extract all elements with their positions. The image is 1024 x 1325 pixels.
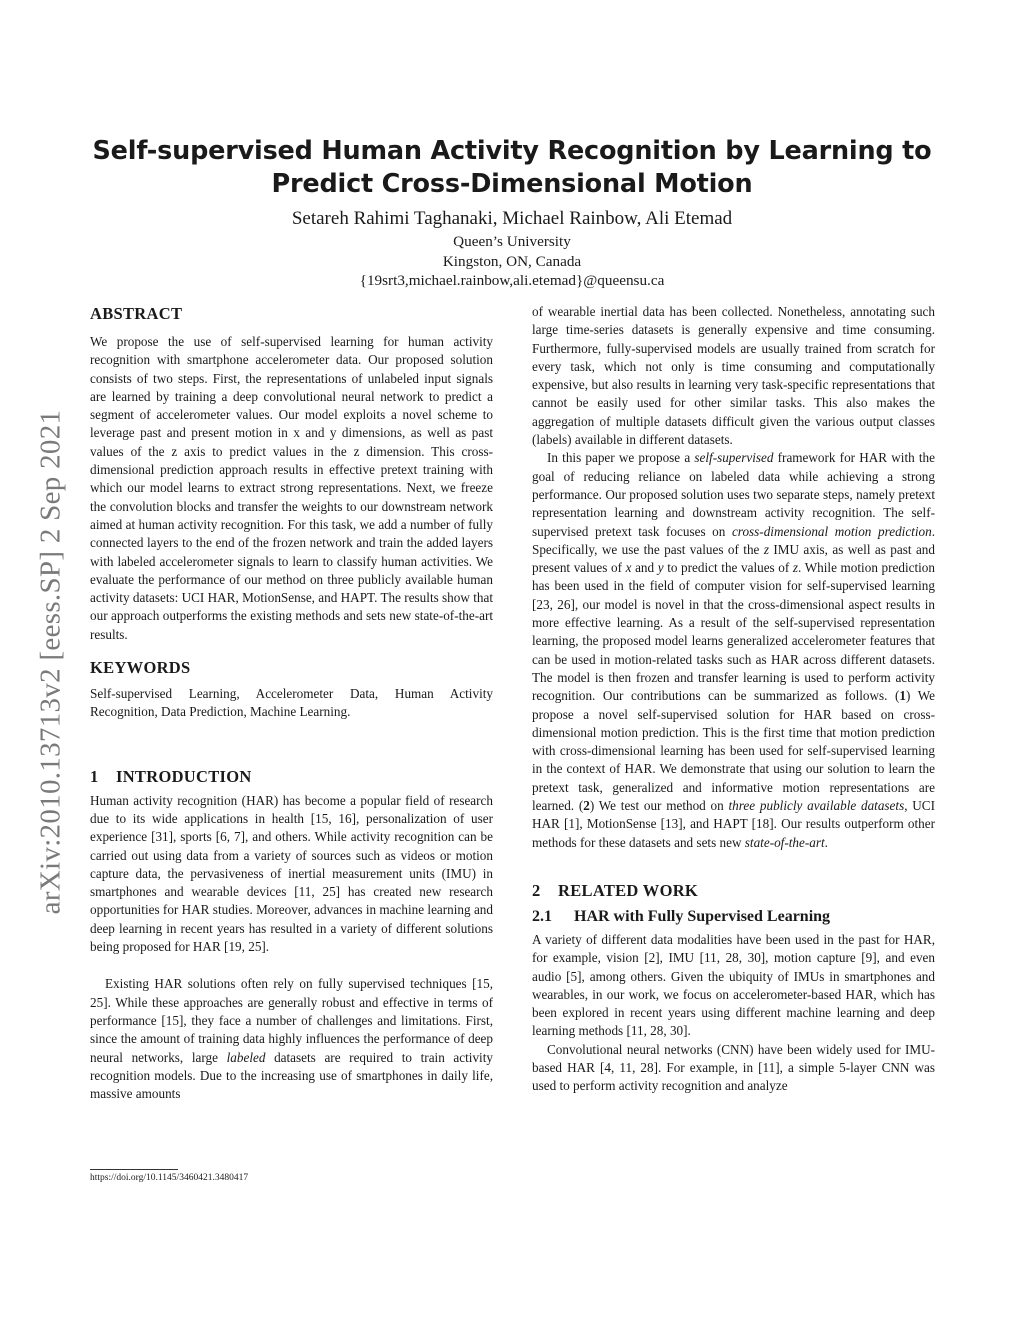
intro-p4-text-i: ) We test our method on xyxy=(589,798,729,814)
contribution-2-marker: 2 xyxy=(583,798,590,814)
intro-paragraph-3: of wearable inertial data has been collected. Nonetheless, annotating such large time-series datasets is generally expensive and time consuming. Furthermore, fully-supervised models are usually trained from scratch for every task, which not only is time consuming and computationally expensive, but also results in learning very task-specific representations that cannot be easily used for other similar tasks. This also makes the aggregation of multiple datasets difficult given the various output classes (labels) available in different datasets. xyxy=(532,304,935,448)
left-column xyxy=(90,303,493,1103)
intro-paragraph-4 xyxy=(532,449,935,852)
subsection-number: 2.1 xyxy=(532,907,552,925)
affiliation-institution: Queen’s University xyxy=(453,233,571,250)
intro-p4-var-x: x xyxy=(625,560,632,576)
intro-number: 1 xyxy=(90,766,99,786)
keywords-heading: KEYWORDS xyxy=(90,658,191,678)
intro-p4-var-z2: z xyxy=(792,560,799,576)
author-emails: {19srt3,michael.rainbow,ali.etemad}@queensu.ca xyxy=(359,272,665,290)
intro-p4-emphasis-2: cross-dimensional motion prediction xyxy=(731,523,932,539)
intro-p4-emphasis-3: three publicly available datasets xyxy=(728,798,905,814)
intro-p2-text-a: Existing HAR solutions often rely on fully supervised techniques [15, 25]. While these approaches are generally robust and effective in terms of performance [15], they face a number of challenges and limitations. First, since the amount of training data highly influences the performance of deep neural networks, large xyxy=(90,976,493,1065)
intro-p4-text-e: and xyxy=(631,560,658,576)
intro-p4-text-a: In this paper we propose a xyxy=(547,450,695,466)
related-paragraph-2: Convolutional neural networks (CNN) have been widely used for IMU-based HAR [4, 11, 28]. For example, in [11], a simple 5-layer CNN was used to perform activity recognition and analyze xyxy=(532,1041,935,1094)
intro-p2-text-b: datasets are required to train activity recognition models. Due to the increasing use of smartphones in daily life, massive amounts xyxy=(90,1049,493,1102)
paper-title-line-2: Predict Cross-Dimensional Motion xyxy=(271,169,753,199)
intro-p4-text-h: ) We propose a novel self-supervised solution for HAR based on cross-dimensional motion prediction. This is the first time that motion prediction with cross-dimensional learning has been used for self-supervised learning in the context of HAR. We demonstrate that using our solution to learn the pretext task, generalized and informative motion representations are learned. ( xyxy=(532,688,935,814)
author-affiliation xyxy=(90,232,934,291)
related-paragraph-1: A variety of different data modalities have been used in the past for HAR, for example, vision [2], IMU [11, 28, 30], motion capture [9], and even audio [5], among others. Given the ubiquity of IMUs in smartphones and wearables, in our work, we focus on accelerometer-based HAR, which has been explored in recent years using different machine learning and deep learning methods [11, 28, 30]. xyxy=(532,931,935,1039)
intro-p2-emphasis: labeled xyxy=(226,1049,266,1065)
intro-paragraph-1: Human activity recognition (HAR) has become a popular field of research due to its wide applications in health [15, 16], personalization of user experience [31], sports [6, 7], and others. While activity recognition can be carried out using data from a variety of sources such as videos or motion capture data, the pervasiveness of inertial measurement units (IMU) in smartphones and wearable devices [11, 25] has created new research opportunities for HAR studies. Moreover, advances in machine learning and deep learning in recent years has resulted in a variety of different solutions being proposed for HAR [19, 25]. xyxy=(90,792,493,955)
related-work-number: 2 xyxy=(532,880,541,900)
intro-p4-text-f: to predict the values of xyxy=(663,560,793,576)
intro-p4-var-y: y xyxy=(657,560,664,576)
intro-heading xyxy=(90,766,493,788)
related-work-heading-text: RELATED WORK xyxy=(558,880,699,900)
doi-footnote: https://doi.org/10.1145/3460421.3480417 xyxy=(90,1173,249,1183)
footnote-rule xyxy=(90,1169,178,1170)
subsection-heading xyxy=(532,906,935,928)
intro-p4-text-b: framework for HAR with the goal of reducing reliance on labeled data while achieving a strong performance. Our proposed solution uses two separate steps, namely pretext representation learning and downstream activity recognition. The self-supervised pretext task focuses on xyxy=(532,450,935,539)
intro-p4-emphasis-4: state-of-the-art xyxy=(744,834,825,850)
contribution-1-marker: 1 xyxy=(899,688,907,704)
intro-p4-text-d: IMU axis, as well as past and present values of xyxy=(532,541,935,576)
affiliation-location: Kingston, ON, Canada xyxy=(442,252,582,270)
intro-p4-text-c: . Specifically, we use the past values of the xyxy=(532,523,935,557)
abstract-text: We propose the use of self-supervised learning for human activity recognition with smartphone accelerometer data. Our proposed solution consists of two steps. First, the representations of unlabeled input signals are learned by training a deep convolutional neural network to predict a segment of accelerometer values. Our model exploits a novel scheme to leverage past and present motion in x and y dimensions, as well as past values of the z axis to predict values in the z dimension. This cross-dimensional prediction approach results in effective pretext training with which our model learns to extract strong representations. Next, we freeze the convolution blocks and transfer the weights to our downstream network aimed at human activity recognition. For this task, we add a number of fully connected layers to the end of the frozen network and train the added layers with labeled accelerometer signals to learn to classify human activities. We evaluate the performance of our method on three publicly available human activity datasets: UCI HAR, MotionSense, and HAPT. The results show that our approach outperforms the existing methods and sets new state-of-the-art results. xyxy=(90,334,493,642)
arxiv-stamp-text: arXiv:2010.13713v2 [eess.SP] 2 Sep 2021 xyxy=(34,409,67,915)
keywords-text: Self-supervised Learning, Accelerometer Data, Human Activity Recognition, Data Prediction, Machine Learning. xyxy=(90,686,493,720)
intro-p4-text-j: , UCI HAR [1], MotionSense [13], and HAPT [18]. Our results outperform other methods for these datasets and sets new xyxy=(532,798,935,850)
right-column xyxy=(532,303,935,1096)
intro-heading-text: INTRODUCTION xyxy=(116,766,252,786)
intro-p4-var-z1: z xyxy=(763,541,769,557)
paper-title xyxy=(90,135,934,201)
intro-paragraph-2 xyxy=(90,975,493,1103)
paper-title-line-1: Self-supervised Human Activity Recognition by Learning to xyxy=(92,136,932,166)
intro-p4-emphasis-1: self-supervised xyxy=(694,450,774,466)
paper-authors: Setareh Rahimi Taghanaki, Michael Rainbow, Ali Etemad xyxy=(291,208,733,229)
related-work-heading xyxy=(532,880,935,902)
subsection-heading-text: HAR with Fully Supervised Learning xyxy=(574,907,831,925)
abstract-heading: ABSTRACT xyxy=(90,304,183,323)
intro-p4-text-k: . xyxy=(824,834,828,850)
intro-p4-text-g: . While motion prediction has been used in the field of computer vision for self-supervised learning [23, 26], our model is novel in that the cross-dimensional aspect results in more effective learning. As a result of the self-supervised representation learning, the proposed model learns generalized accelerometer features that can be used in motion-related tasks such as HAR across different datasets. The model is then frozen and transfer learning is used to perform activity recognition. Our contributions can be summarized as follows. ( xyxy=(532,560,935,704)
